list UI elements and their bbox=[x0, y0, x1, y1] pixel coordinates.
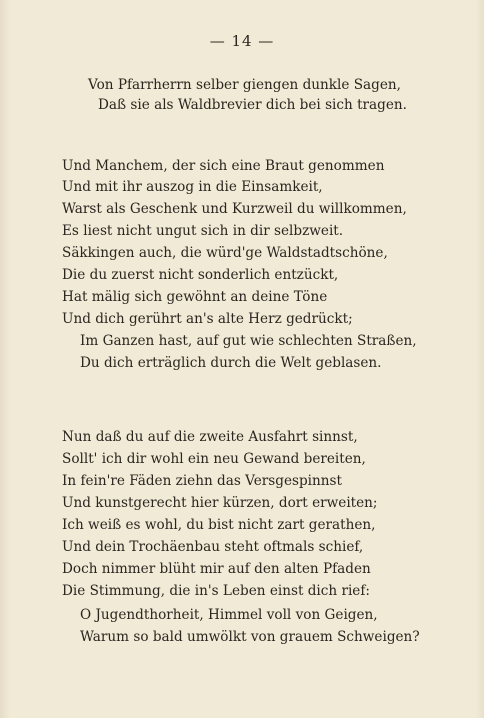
poem-line: Im Ganzen hast, auf gut wie schlechten Straßen, bbox=[80, 333, 417, 349]
poem-line: Ich weiß es wohl, du bist nicht zart gerathen, bbox=[62, 517, 376, 533]
poem-line: Doch nimmer blüht mir auf den alten Pfaden bbox=[62, 561, 371, 577]
poem-line: Warst als Geschenk und Kurzweil du willkommen, bbox=[62, 201, 407, 217]
page-number: — 14 — bbox=[209, 32, 275, 50]
poem-line: Du dich erträglich durch die Welt geblasen. bbox=[80, 355, 382, 371]
poem-line: Sollt' ich dir wohl ein neu Gewand bereiten, bbox=[62, 451, 366, 467]
poem-line: Die Stimmung, die in's Leben einst dich rief: bbox=[62, 583, 370, 599]
poem-line: Hat mälig sich gewöhnt an deine Töne bbox=[62, 289, 328, 305]
poem-line: Und mit ihr auszog in die Einsamkeit, bbox=[62, 179, 323, 195]
poem-line: Säkkingen auch, die würd'ge Waldstadtschöne, bbox=[62, 245, 388, 261]
poem-line: Daß sie als Waldbrevier dich bei sich tragen. bbox=[98, 97, 407, 113]
poem-line: O Jugendthorheit, Himmel voll von Geigen, bbox=[80, 607, 378, 623]
poem-line: Und Manchem, der sich eine Braut genommen bbox=[62, 158, 385, 174]
poem-line: Nun daß du auf die zweite Ausfahrt sinnst, bbox=[62, 429, 358, 445]
poem-line: Und dein Trochäenbau steht oftmals schief, bbox=[62, 539, 364, 555]
poem-line: Von Pfarrherrn selber giengen dunkle Sagen, bbox=[88, 77, 401, 93]
poem-line: Und kunstgerecht hier kürzen, dort erweiten; bbox=[62, 495, 378, 511]
poem-line: In fein're Fäden ziehn das Versgespinnst bbox=[62, 473, 342, 489]
poem-line: Warum so bald umwölkt von grauem Schweigen? bbox=[80, 629, 420, 645]
poem-line: Und dich gerührt an's alte Herz gedrückt; bbox=[62, 311, 353, 327]
poem-line: Die du zuerst nicht sonderlich entzückt, bbox=[62, 267, 339, 283]
poem-line: Es liest nicht ungut sich in dir selbzweit. bbox=[62, 223, 344, 239]
